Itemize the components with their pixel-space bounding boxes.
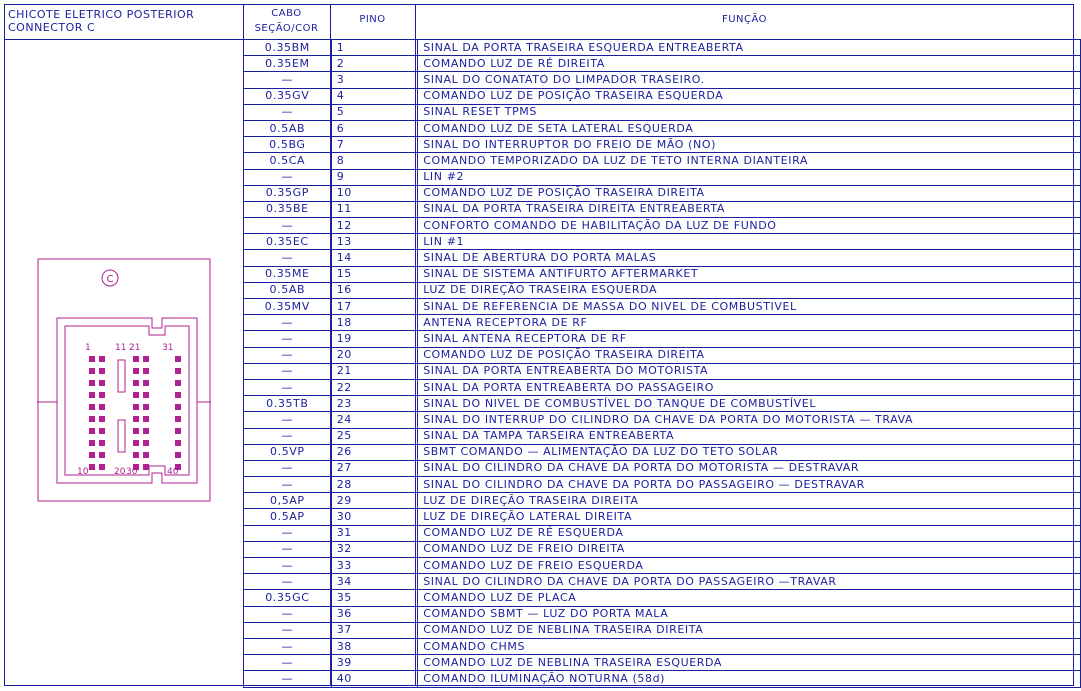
pin-cavity	[89, 356, 95, 362]
table-row	[244, 396, 1081, 412]
cell-cabo: —	[244, 671, 332, 687]
table-row	[244, 412, 1081, 428]
table-row	[244, 477, 1081, 493]
connector-body	[57, 318, 197, 483]
cell-funcao: COMANDO LUZ DE RÉ DIREITA	[418, 56, 1081, 72]
cell-funcao: COMANDO LUZ DE POSIÇÃO TRASEIRA DIREITA	[418, 185, 1081, 201]
cell-funcao: LUZ DE DIREÇÃO TRASEIRA DIREITA	[418, 493, 1081, 509]
cell-cabo: —	[244, 379, 332, 395]
cell-funcao: SINAL DA TAMPA TARSEIRA ENTREABERTA	[418, 428, 1081, 444]
table-row	[244, 428, 1081, 444]
pin-cavity	[99, 464, 105, 470]
pin-cavity	[143, 392, 149, 398]
cell-pino: 4	[331, 88, 418, 104]
cell-cabo: 0.35MV	[244, 299, 332, 315]
pin-cavity	[133, 452, 139, 458]
table-row	[244, 282, 1081, 298]
cell-funcao: COMANDO LUZ DE NEBLINA TRASEIRA DIREITA	[418, 622, 1081, 638]
cell-cabo: —	[244, 525, 332, 541]
cell-funcao: LIN #1	[418, 234, 1081, 250]
connector-diagram	[37, 258, 211, 502]
cell-funcao: SINAL DO CILINDRO DA CHAVE DA PORTA DO PASSAGEIRO — DESTRAVAR	[418, 477, 1081, 493]
cell-pino: 38	[331, 638, 418, 654]
cell-cabo: —	[244, 622, 332, 638]
pin-cavity	[89, 428, 95, 434]
pin-cavity	[89, 380, 95, 386]
table-row	[244, 590, 1081, 606]
cell-funcao: SINAL DO CILINDRO DA CHAVE DA PORTA DO MOTORISTA — DESTRAVAR	[418, 460, 1081, 476]
cell-funcao: COMANDO TEMPORIZADO DA LUZ DE TETO INTERNA DIANTEIRA	[418, 153, 1081, 169]
table-row	[244, 493, 1081, 509]
header-funcao: FUNÇÃO	[721, 14, 768, 25]
pin-cavity	[89, 392, 95, 398]
cell-funcao: COMANDO LUZ DE POSIÇÃO TRASEIRA DIREITA	[418, 347, 1081, 363]
cell-pino: 30	[331, 509, 418, 525]
cell-cabo: 0.5BG	[244, 137, 332, 153]
cell-funcao: LIN #2	[418, 169, 1081, 185]
cell-pino: 24	[331, 412, 418, 428]
cell-cabo: —	[244, 638, 332, 654]
pin-cavity	[143, 440, 149, 446]
cell-cabo: —	[244, 250, 332, 266]
pinout-table	[243, 39, 1081, 688]
pin-cavity	[133, 368, 139, 374]
cell-cabo: 0.35GC	[244, 590, 332, 606]
cell-funcao: LUZ DE DIREÇÃO TRASEIRA ESQUERDA	[418, 282, 1081, 298]
cell-cabo: —	[244, 574, 332, 590]
cell-cabo: 0.5AB	[244, 120, 332, 136]
pin-cavity	[99, 356, 105, 362]
cell-pino: 29	[331, 493, 418, 509]
cell-pino: 8	[331, 153, 418, 169]
table-row	[244, 347, 1081, 363]
cell-pino: 3	[331, 72, 418, 88]
table-row	[244, 444, 1081, 460]
cell-pino: 37	[331, 622, 418, 638]
table-row	[244, 671, 1081, 687]
cell-cabo: —	[244, 104, 332, 120]
table-row	[244, 460, 1081, 476]
table-row	[244, 299, 1081, 315]
cell-cabo: 0.5AP	[244, 509, 332, 525]
cell-cabo: 0.35GP	[244, 185, 332, 201]
cell-pino: 34	[331, 574, 418, 590]
cell-pino: 7	[331, 137, 418, 153]
cell-pino: 36	[331, 606, 418, 622]
cell-cabo: —	[244, 412, 332, 428]
cell-pino: 10	[331, 185, 418, 201]
pin-cavity	[143, 368, 149, 374]
cell-cabo: —	[244, 606, 332, 622]
pin-cavity	[175, 380, 181, 386]
cell-cabo: —	[244, 331, 332, 347]
cell-cabo: —	[244, 541, 332, 557]
pin-label: 20	[114, 467, 126, 477]
cell-cabo: 0.35EM	[244, 56, 332, 72]
cell-cabo: 0.5CA	[244, 153, 332, 169]
pin-cavity	[89, 440, 95, 446]
table-row	[244, 574, 1081, 590]
cell-cabo: 0,5AP	[244, 493, 332, 509]
cell-pino: 5	[331, 104, 418, 120]
header-cabo: CABO SEÇÃO/COR	[254, 8, 319, 34]
cell-pino: 13	[331, 234, 418, 250]
table-row	[244, 525, 1081, 541]
cell-funcao: COMANDO ILUMINAÇÃO NOTURNA (58d)	[418, 671, 1081, 687]
cell-funcao: COMANDO LUZ DE NEBLINA TRASEIRA ESQUERDA	[418, 655, 1081, 671]
cell-funcao: SINAL DA PORTA ENTREABERTA DO PASSAGEIRO	[418, 379, 1081, 395]
table-row	[244, 509, 1081, 525]
cell-pino: 27	[331, 460, 418, 476]
cell-pino: 12	[331, 218, 418, 234]
cell-pino: 39	[331, 655, 418, 671]
pin-label: 11	[115, 343, 127, 353]
table-row	[244, 234, 1081, 250]
cell-pino: 1	[331, 40, 418, 56]
pin-cavity	[89, 416, 95, 422]
pin-cavity	[99, 368, 105, 374]
cell-funcao: SINAL RESET TPMS	[418, 104, 1081, 120]
pin-cavity	[175, 440, 181, 446]
pin-cavity	[175, 452, 181, 458]
cell-pino: 11	[331, 201, 418, 217]
cell-cabo: 0.35EC	[244, 234, 332, 250]
pin-cavity	[89, 404, 95, 410]
pin-cavity	[133, 380, 139, 386]
cell-cabo: —	[244, 460, 332, 476]
cell-pino: 19	[331, 331, 418, 347]
cell-pino: 26	[331, 444, 418, 460]
cell-funcao: ANTENA RECEPTORA DE RF	[418, 315, 1081, 331]
table-row	[244, 169, 1081, 185]
cell-pino: 14	[331, 250, 418, 266]
table-row	[244, 120, 1081, 136]
pin-cavity	[175, 392, 181, 398]
cell-funcao: SINAL DO INTERRUPTOR DO FREIO DE MÃO (NO)	[418, 137, 1081, 153]
harness-title: CHICOTE ELETRICO POSTERIOR CONNECTOR C	[8, 8, 195, 34]
cell-pino: 20	[331, 347, 418, 363]
cell-pino: 28	[331, 477, 418, 493]
table-row	[244, 185, 1081, 201]
cell-cabo: 0.5AB	[244, 282, 332, 298]
table-row	[244, 250, 1081, 266]
cell-funcao: SINAL DO CONATATO DO LIMPADOR TRASEIRO.	[418, 72, 1081, 88]
pin-cavity	[175, 368, 181, 374]
pin-cavity	[175, 356, 181, 362]
pin-cavity	[175, 416, 181, 422]
pin-cavity	[143, 428, 149, 434]
pin-cavity	[133, 404, 139, 410]
table-row	[244, 363, 1081, 379]
cell-funcao: SINAL DA PORTA TRASEIRA ESQUERDA ENTREABERTA	[418, 40, 1081, 56]
cell-funcao: SINAL DE ABERTURA DO PORTA MALAS	[418, 250, 1081, 266]
pin-cavity	[143, 464, 149, 470]
cell-cabo: —	[244, 169, 332, 185]
cell-pino: 35	[331, 590, 418, 606]
table-row	[244, 655, 1081, 671]
connector-letter: C	[106, 274, 114, 285]
cell-funcao: COMANDO LUZ DE RÉ ESQUERDA	[418, 525, 1081, 541]
pin-label: 10	[77, 467, 89, 477]
pin-cavity	[99, 392, 105, 398]
cell-funcao: COMANDO LUZ DE FREIO ESQUERDA	[418, 558, 1081, 574]
table-row	[244, 266, 1081, 282]
cell-pino: 40	[331, 671, 418, 687]
cell-funcao: COMANDO LUZ DE SETA LATERAL ESQUERDA	[418, 120, 1081, 136]
table-row	[244, 104, 1081, 120]
cell-pino: 2	[331, 56, 418, 72]
cell-pino: 32	[331, 541, 418, 557]
cell-pino: 16	[331, 282, 418, 298]
pin-cavity	[133, 392, 139, 398]
cell-cabo: —	[244, 347, 332, 363]
cell-cabo: —	[244, 218, 332, 234]
pin-cavity	[99, 452, 105, 458]
pin-cavity	[133, 356, 139, 362]
table-row	[244, 40, 1081, 56]
pin-cavity	[99, 416, 105, 422]
pin-cavity	[133, 428, 139, 434]
cell-pino: 23	[331, 396, 418, 412]
cell-funcao: SINAL DA PORTA TRASEIRA DIREITA ENTREABERTA	[418, 201, 1081, 217]
table-row	[244, 541, 1081, 557]
cell-cabo: —	[244, 363, 332, 379]
cell-cabo: 0.35BM	[244, 40, 332, 56]
cell-pino: 31	[331, 525, 418, 541]
table-row	[244, 622, 1081, 638]
cell-pino: 9	[331, 169, 418, 185]
cell-funcao: SBMT COMANDO — ALIMENTAÇÃO DA LUZ DO TETO SOLAR	[418, 444, 1081, 460]
cell-pino: 21	[331, 363, 418, 379]
pin-cavity	[99, 440, 105, 446]
table-row	[244, 606, 1081, 622]
table-row	[244, 638, 1081, 654]
cell-cabo: 0.35GV	[244, 88, 332, 104]
cell-pino: 6	[331, 120, 418, 136]
cell-funcao: LUZ DE DIREÇÃO LATERAL DIREITA	[418, 509, 1081, 525]
cell-pino: 15	[331, 266, 418, 282]
pin-cavity	[89, 368, 95, 374]
table-row	[244, 379, 1081, 395]
cell-pino: 33	[331, 558, 418, 574]
cell-cabo: 0.5VP	[244, 444, 332, 460]
table-row	[244, 153, 1081, 169]
pin-cavity	[143, 356, 149, 362]
table-row	[244, 56, 1081, 72]
cell-cabo: 0.35ME	[244, 266, 332, 282]
cell-funcao: COMANDO LUZ DE FREIO DIREITA	[418, 541, 1081, 557]
cell-cabo: —	[244, 428, 332, 444]
pin-cavity	[143, 404, 149, 410]
pin-label: 31	[162, 343, 174, 353]
table-row	[244, 315, 1081, 331]
pin-cavity	[99, 428, 105, 434]
pin-label: 1	[85, 343, 91, 353]
connector-outline	[38, 259, 210, 501]
cell-funcao: SINAL DE SISTEMA ANTIFURTO AFTERMARKET	[418, 266, 1081, 282]
table-row	[244, 137, 1081, 153]
table-row	[244, 88, 1081, 104]
pin-cavity	[143, 452, 149, 458]
cell-funcao: SINAL DO NIVEL DE COMBUSTÍVEL DO TANQUE DE COMBUSTÍVEL	[418, 396, 1081, 412]
cell-funcao: SINAL DO CILINDRO DA CHAVE DA PORTA DO PASSAGEIRO —TRAVAR	[418, 574, 1081, 590]
cell-funcao: SINAL DO INTERRUP DO CILINDRO DA CHAVE DA PORTA DO MOTORISTA — TRAVA	[418, 412, 1081, 428]
cell-pino: 25	[331, 428, 418, 444]
cell-cabo: —	[244, 558, 332, 574]
table-row	[244, 201, 1081, 217]
cell-funcao: COMANDO LUZ DE POSIÇÃO TRASEIRA ESQUERDA	[418, 88, 1081, 104]
pin-cavity	[133, 440, 139, 446]
pin-cavity	[143, 380, 149, 386]
cell-cabo: 0.35TB	[244, 396, 332, 412]
table-row	[244, 331, 1081, 347]
pin-label: 30	[126, 467, 138, 477]
pin-label: 40	[167, 467, 179, 477]
pin-cavity	[89, 452, 95, 458]
pin-cavity	[175, 428, 181, 434]
table-row	[244, 72, 1081, 88]
table-row	[244, 558, 1081, 574]
table-row	[244, 218, 1081, 234]
header-pino: PINO	[359, 14, 386, 25]
pin-cavity	[89, 464, 95, 470]
cell-pino: 22	[331, 379, 418, 395]
cell-funcao: COMANDO LUZ DE PLACA	[418, 590, 1081, 606]
cell-cabo: —	[244, 477, 332, 493]
pin-cavity	[99, 404, 105, 410]
cell-pino: 18	[331, 315, 418, 331]
pin-cavity	[133, 416, 139, 422]
cell-funcao: SINAL DA PORTA ENTREABERTA DO MOTORISTA	[418, 363, 1081, 379]
pin-cavity	[143, 416, 149, 422]
cell-funcao: COMANDO CHMS	[418, 638, 1081, 654]
cell-cabo: 0.35BE	[244, 201, 332, 217]
cell-funcao: SINAL DE REFERENCIA DE MASSA DO NIVEL DE COMBUSTIVEL	[418, 299, 1081, 315]
cell-funcao: CONFORTO COMANDO DE HABILITAÇÃO DA LUZ DE FUNDO	[418, 218, 1081, 234]
cell-cabo: —	[244, 72, 332, 88]
cell-funcao: COMANDO SBMT — LUZ DO PORTA MALA	[418, 606, 1081, 622]
pin-cavity	[175, 404, 181, 410]
cell-cabo: —	[244, 655, 332, 671]
pin-label: 21	[129, 343, 141, 353]
cell-funcao: SINAL ANTENA RECEPTORA DE RF	[418, 331, 1081, 347]
cell-pino: 17	[331, 299, 418, 315]
pin-cavity	[99, 380, 105, 386]
cell-cabo: —	[244, 315, 332, 331]
